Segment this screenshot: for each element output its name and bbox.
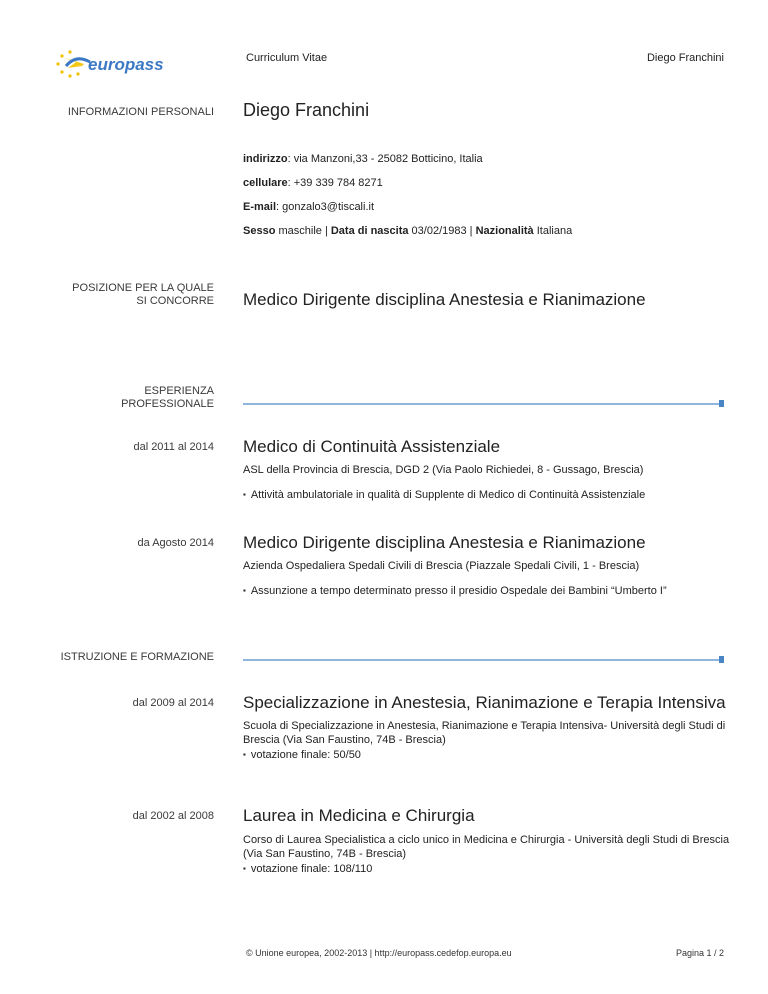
section-personal-label: INFORMAZIONI PERSONALI xyxy=(67,106,214,118)
details-line xyxy=(243,224,733,238)
position-title: Medico Dirigente disciplina Anestesia e Rianimazione xyxy=(243,290,646,309)
education-2-title: Laurea in Medicina e Chirurgia xyxy=(243,806,475,825)
address-value: : via Manzoni,33 - 25082 Botticino, Italia xyxy=(287,153,483,165)
experience-label-line2: PROFESSIONALE xyxy=(121,398,214,410)
address-line xyxy=(243,152,733,166)
education-2-desc-line2: (Via San Faustino, 74B - Brescia) xyxy=(243,848,407,860)
education-1-title: Specializzazione in Anestesia, Rianimazione e Terapia Intensiva xyxy=(243,693,726,712)
experience-2-bullet: ▪ Assunzione a tempo determinato presso il presidio Ospedale dei Bambini “Umberto I” xyxy=(243,584,733,599)
education-1-desc-line1: Scuola di Specializzazione in Anestesia, Rianimazione e Terapia Intensiva- Università degli Studi di xyxy=(243,720,726,732)
experience-divider xyxy=(243,403,720,405)
position-label-line2: SI CONCORRE xyxy=(136,295,214,307)
section-experience-label xyxy=(44,385,214,411)
birth-label: Data di nascita xyxy=(330,225,409,237)
europass-logo xyxy=(54,44,174,86)
education-divider xyxy=(243,659,720,661)
education-1-desc xyxy=(243,719,733,747)
experience-2-title: Medico Dirigente disciplina Anestesia e Rianimazione xyxy=(243,533,646,552)
experience-label-line1: ESPERIENZA xyxy=(144,385,214,397)
section-education-label: ISTRUZIONE E FORMAZIONE xyxy=(60,651,214,663)
phone-label: cellulare xyxy=(243,177,288,189)
experience-divider-end xyxy=(719,400,724,407)
section-position-label xyxy=(44,282,214,308)
phone-line xyxy=(243,176,733,190)
experience-2-period: da Agosto 2014 xyxy=(137,537,214,549)
education-2-period: dal 2002 al 2008 xyxy=(132,810,214,822)
education-1-desc-line2: Brescia (Via San Faustino, 74B - Brescia) xyxy=(243,734,446,746)
birth-value: 03/02/1983 | xyxy=(408,225,476,237)
education-1-bullet: ▪ votazione finale: 50/50 xyxy=(243,748,733,763)
email-value: : gonzalo3@tiscali.it xyxy=(276,201,375,213)
logo-text: europass xyxy=(88,55,164,74)
experience-2-employer: Azienda Ospedaliera Spedali Civili di Brescia (Piazzale Spedali Civili, 1 - Brescia) xyxy=(243,560,640,572)
footer-page-number: Pagina 1 / 2 xyxy=(675,948,724,958)
education-2-desc-line1: Corso di Laurea Specialistica a ciclo unico in Medicina e Chirurgia - Università degli Studi di Brescia xyxy=(243,834,730,846)
europass-star-icon xyxy=(54,44,174,86)
email-line xyxy=(243,200,733,214)
phone-value: : +39 339 784 8271 xyxy=(287,177,383,189)
education-divider-end xyxy=(719,656,724,663)
nationality-value: Italiana xyxy=(533,225,573,237)
experience-1-bullet: ▪ Attività ambulatoriale in qualità di Supplente di Medico di Continuità Assistenziale xyxy=(243,488,733,503)
experience-1-title: Medico di Continuità Assistenziale xyxy=(243,437,501,456)
education-2-bullet: ▪ votazione finale: 108/110 xyxy=(243,862,733,877)
position-label-line1: POSIZIONE PER LA QUALE xyxy=(72,282,214,294)
sex-label: Sesso xyxy=(243,225,276,237)
experience-1-period: dal 2011 al 2014 xyxy=(133,441,214,453)
person-name: Diego Franchini xyxy=(243,100,370,120)
footer-copyright: © Unione europea, 2002-2013 | http://europass.cedefop.europa.eu xyxy=(246,948,512,958)
address-label: indirizzo xyxy=(243,153,288,165)
nationality-label: Nazionalità xyxy=(475,225,534,237)
doc-title: Curriculum Vitae xyxy=(246,52,328,64)
education-2-desc xyxy=(243,833,733,861)
education-1-period: dal 2009 al 2014 xyxy=(132,697,214,709)
email-label: E-mail xyxy=(243,201,277,213)
sex-value: maschile | xyxy=(275,225,331,237)
header-name: Diego Franchini xyxy=(646,52,724,64)
experience-1-employer: ASL della Provincia di Brescia, DGD 2 (Via Paolo Richiedei, 8 - Gussago, Brescia) xyxy=(243,464,644,476)
